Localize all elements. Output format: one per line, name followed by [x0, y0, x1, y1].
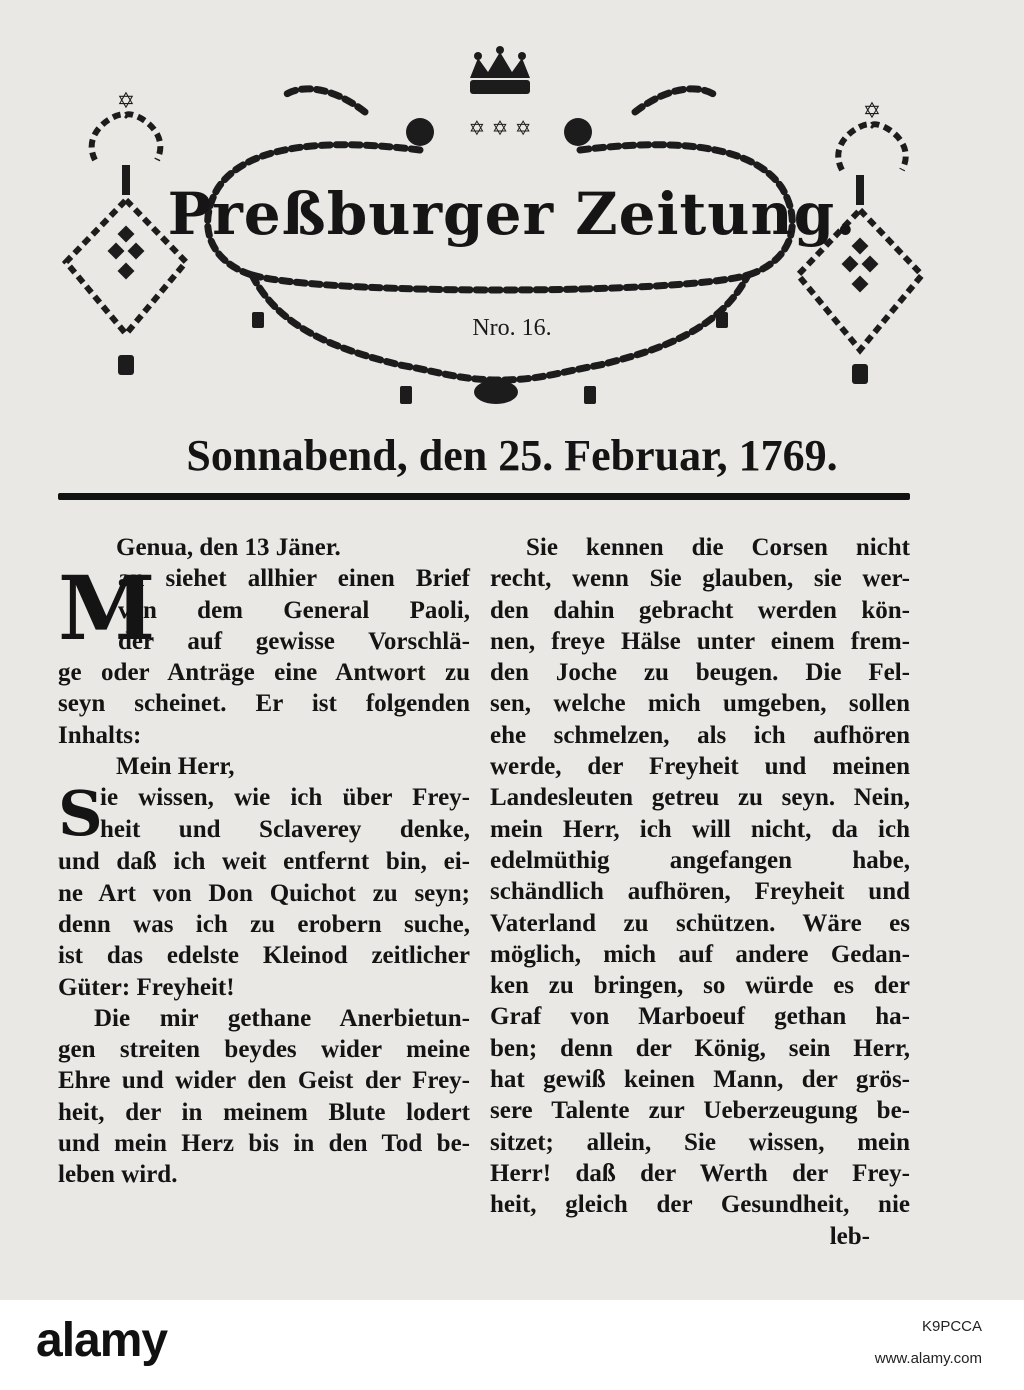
text-line: Ehre und wider den Geist der Frey- [58, 1067, 470, 1095]
text-line: ehe schmelzen, als ich aufhören [490, 721, 910, 749]
text-line: mein Herr, ich will nicht, da ich [490, 815, 910, 843]
text-line: nen, freye Hälse unter einem frem- [490, 627, 910, 655]
paragraph-3 [58, 1003, 470, 1191]
text-line: Landesleuten getreu zu seyn. Nein, [490, 784, 910, 812]
svg-text:✡ ✡ ✡: ✡ ✡ ✡ [468, 116, 532, 140]
stock-url: www.alamy.com [874, 1350, 982, 1367]
text-line: gen streiten beydes wider meine [58, 1036, 470, 1064]
text-line: Inhalts: [58, 721, 142, 749]
left-column [58, 532, 470, 1191]
text-line: heit und Sclaverey denke, [100, 815, 470, 843]
stock-image-id: K9PCCA [921, 1318, 982, 1335]
text-line: der auf gewisse Vorschlä- [118, 627, 470, 655]
text-line: ge oder Anträge eine Antwort zu [58, 659, 470, 687]
text-line: werde, der Freyheit und meinen [490, 753, 910, 781]
text-line: ist das edelste Kleinod zeitlicher [58, 942, 470, 970]
text-line: möglich, mich auf andere Gedan- [490, 940, 910, 968]
text-line: ben; denn der König, sein Herr, [490, 1034, 910, 1062]
crown-icon [470, 46, 530, 94]
text-line: Vaterland zu schützen. Wäre es [490, 909, 910, 937]
text-line: ie wissen, wie ich über Frey- [100, 784, 470, 812]
text-line: den Joche zu beugen. Die Fel- [490, 659, 910, 687]
text-line: heit, der in meinem Blute lodert [58, 1098, 470, 1126]
stock-logo: alamy [36, 1314, 168, 1367]
drop-cap: S [58, 777, 103, 851]
issue-number: Nro. 16. [472, 315, 552, 341]
paragraph-1 [58, 556, 470, 751]
text-line: schändlich aufhören, Freyheit und [490, 878, 910, 906]
text-line: von dem General Paoli, [118, 596, 470, 624]
text-line: leben wird. [58, 1161, 178, 1189]
text-line: sen, welche mich umgeben, sollen [490, 690, 910, 718]
text-line: sitzet; allein, Sie wissen, mein [490, 1128, 910, 1156]
text-line: und daß ich weit entfernt bin, ei- [58, 848, 470, 876]
article-dateline: Genua, den 13 Jäner. [116, 534, 341, 561]
text-line: und mein Herz bis in den Tod be- [58, 1130, 470, 1158]
text-line: edelmüthig angefangen habe, [490, 846, 910, 874]
text-line: Die mir gethane Anerbietun- [94, 1004, 470, 1032]
newspaper-title: Preßburger Zeitung. [167, 180, 857, 248]
text-line: Herr! daß der Werth der Frey- [490, 1159, 910, 1187]
text-line: ne Art von Don Quichot zu seyn; [58, 879, 470, 907]
salutation: Mein Herr, [116, 753, 235, 781]
svg-text:✡: ✡ [116, 89, 136, 114]
paragraph-2 [58, 777, 470, 1002]
header-rule [58, 493, 910, 500]
text-line: recht, wenn Sie glauben, sie wer- [490, 565, 910, 593]
right-column [490, 532, 910, 1252]
text-line: heit, gleich der Gesundheit, nie [490, 1191, 910, 1219]
text-line: Güter: Freyheit! [58, 973, 235, 1001]
text-line: Sie kennen die Corsen nicht [526, 534, 910, 561]
text-line: ken zu bringen, so würde es der [490, 972, 910, 1000]
text-line: hat gewiß keinen Mann, der grös- [490, 1066, 910, 1094]
text-line: denn was ich zu erobern suche, [58, 910, 470, 938]
text-line: sere Talente zur Ueberzeugung be- [490, 1097, 910, 1125]
text-line: den dahin gebracht werden kön- [490, 596, 910, 624]
text-line: seyn scheinet. Er ist folgenden [58, 690, 470, 718]
text-line: Graf von Marboeuf gethan ha- [490, 1003, 910, 1031]
text-line: an siehet allhier einen Brief [118, 565, 470, 593]
svg-text:✡: ✡ [862, 99, 882, 124]
publication-date: Sonnabend, den 25. Februar, 1769. [186, 431, 838, 480]
catchword: leb- [829, 1222, 870, 1250]
drop-cap: M [58, 556, 156, 661]
